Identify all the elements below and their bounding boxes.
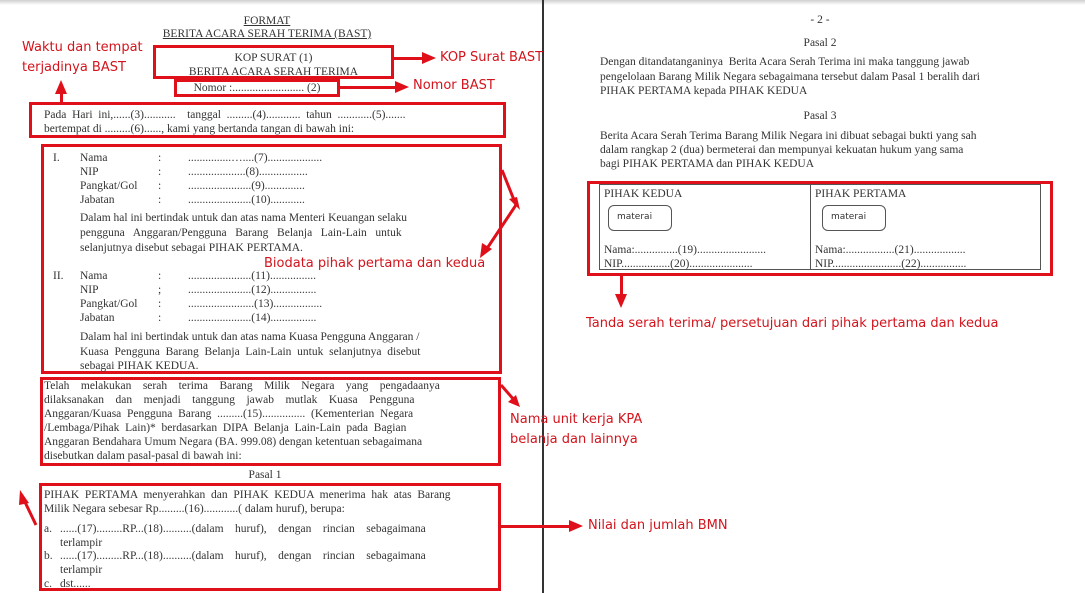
party-1-nip-sep: : xyxy=(158,166,162,178)
party-2-nip-value: ......................(12)................ xyxy=(188,284,317,296)
statement-line-4: /Lembaga/Pihak Lain)* berdasarkan DIPA Belanja Lain-Lain pada Bagian xyxy=(44,422,407,434)
party-2-nama-label: Nama xyxy=(80,270,108,282)
annotation-tanda: Tanda serah terima/ persetujuan dari pihak pertama dan kedua xyxy=(586,316,999,331)
arrow-pasal1-head-icon xyxy=(19,490,29,505)
statement-line-2: dilaksanakan dan menjadi tanggung jawab mutlak Kuasa Pengguna xyxy=(44,394,415,406)
pasal-1-intro-line-1: PIHAK PERTAMA menyerahkan dan PIHAK KEDUA menerima hak atas Barang xyxy=(44,489,451,501)
annotation-nilai: Nilai dan jumlah BMN xyxy=(588,518,728,533)
annotation-waktu-line-1: Waktu dan tempat xyxy=(22,40,143,55)
annotation-kop-surat: KOP Surat BAST xyxy=(440,50,544,65)
opening-line-2: bertempat di .........(6)......, kami yang bertanda tangan di bawah ini: xyxy=(44,123,355,135)
item-a-line-2: terlampir xyxy=(60,537,103,549)
pasal-1-title: Pasal 1 xyxy=(248,469,282,481)
party-1-nama-value: ...............…....(7)................... xyxy=(188,152,323,164)
pasal-2-line-2: pengelolaan Barang Milik Negara sebagaimana tersebut dalam Pasal 1 beralih dari xyxy=(600,71,980,83)
statement-line-5: Anggaran Bendahara Umum Negara (BA. 999.08) dengan ketentuan sebagaimana xyxy=(44,436,423,448)
party-1-nip-value: ....................(8)................. xyxy=(188,166,308,178)
arrow-biodata-path xyxy=(486,170,516,250)
party-1-jabatan-sep: : xyxy=(158,194,162,206)
party-2-nip-label: NIP xyxy=(80,284,99,296)
party-1-para-line-3: selanjutnya disebut sebagai PIHAK PERTAMA. xyxy=(80,242,303,254)
pasal-1-intro-line-2: Milik Negara sebesar Rp.........(16)............( dalam huruf), berupa: xyxy=(44,503,345,515)
statement-line-6: disebutkan dalam pasal-pasal di bawah ini: xyxy=(44,450,242,462)
item-b-marker: b. xyxy=(44,550,53,562)
party-2-jabatan-label: Jabatan xyxy=(80,312,115,324)
pasal-3-title: Pasal 3 xyxy=(803,110,837,122)
signature-party-label: PIHAK KEDUA xyxy=(604,188,683,200)
party-1-pangkat-sep: : xyxy=(158,180,162,192)
party-2-nama-sep: : xyxy=(158,270,162,282)
annotation-unit-kerja-line-1: Nama unit kerja KPA xyxy=(510,412,643,427)
party-2-nama-value: ......................(11)................ xyxy=(188,270,316,282)
party-1-para-line-2: pengguna Anggaran/Pengguna Barang Belanja Lain-Lain untuk xyxy=(80,227,402,239)
kop-title-line: BERITA ACARA SERAH TERIMA xyxy=(188,66,359,78)
format-label: FORMAT xyxy=(243,15,291,27)
materai-stamp-box: materai xyxy=(608,205,672,231)
page-number: - 2 - xyxy=(810,14,830,26)
pasal-2-line-1: Dengan ditandatanganinya Berita Acara Serah Terima ini maka tanggung jawab xyxy=(600,56,970,68)
signature-nip-field: NIP.................(20)...................... xyxy=(604,258,753,270)
signature-party-label: PIHAK PERTAMA xyxy=(815,188,907,200)
party-1-jabatan-value: ......................(10)............ xyxy=(188,194,305,206)
party-2-para-line-2: Kuasa Pengguna Barang Belanja Lain-Lain untuk selanjutnya disebut xyxy=(80,346,421,358)
party-1-nama-label: Nama xyxy=(80,152,108,164)
pasal-3-line-2: dalam rangkap 2 (dua) bermeterai dan mempunyai kekuatan hukum yang sama xyxy=(600,144,964,156)
annotation-waktu-line-2: terjadinya BAST xyxy=(22,60,126,75)
document-title: BERITA ACARA SERAH TERIMA (BAST) xyxy=(162,28,372,40)
nomor-field: Nomor :......................... (2) xyxy=(193,82,321,94)
party-2-pangkat-value: .......................(13)................. xyxy=(188,298,323,310)
party-2-pangkat-label: Pangkat/Gol xyxy=(80,298,138,310)
item-b-line-1: ......(17).........RP...(18)..........(dalam huruf), dengan rincian sebagaimana xyxy=(60,550,426,562)
item-a-marker: a. xyxy=(44,523,52,535)
pasal-3-line-1: Berita Acara Serah Terima Barang Milik Negara ini dibuat sebagai bukti yang sah xyxy=(600,130,977,142)
signature-nama-field: Nama:...............(19)........................ xyxy=(604,244,766,256)
arrow-pasal1-path xyxy=(24,500,36,525)
item-c-marker: c. xyxy=(44,578,52,590)
item-c-line-1: dst...... xyxy=(60,578,91,590)
signature-nip-field: NIP........................(22)................ xyxy=(815,258,967,270)
opening-line-1: Pada Hari ini,......(3)........... tanggal .........(4)............ tahun ............(5)....... xyxy=(44,109,406,121)
annotation-unit-kerja-line-2: belanja dan lainnya xyxy=(510,432,638,447)
kop-surat-line: KOP SURAT (1) xyxy=(234,52,313,64)
statement-line-1: Telah melakukan serah terima Barang Milik Negara yang pengadaanya xyxy=(44,380,440,392)
party-1-numeral: I. xyxy=(53,152,60,164)
annotation-nomor: Nomor BAST xyxy=(413,78,495,93)
party-1-pangkat-value: ......................(9).............. xyxy=(188,180,305,192)
party-1-jabatan-label: Jabatan xyxy=(80,194,115,206)
statement-line-3: Anggaran/Kuasa Pengguna Barang .........(15)............... (Kementerian Negara xyxy=(44,408,414,420)
party-2-para-line-3: sebagai PIHAK KEDUA. xyxy=(80,360,199,372)
party-2-pangkat-sep: : xyxy=(158,298,162,310)
party-1-para-line-1: Dalam hal ini bertindak untuk dan atas nama Menteri Keuangan selaku xyxy=(80,212,408,224)
party-2-para-line-1: Dalam hal ini bertindak untuk dan atas nama Kuasa Pengguna Anggaran / xyxy=(80,331,420,343)
party-2-numeral: II. xyxy=(53,270,64,282)
pasal-2-line-3: PIHAK PERTAMA kepada PIHAK KEDUA xyxy=(600,85,808,97)
materai-stamp-box: materai xyxy=(822,205,886,231)
signature-nama-field: Nama:.................(21).................. xyxy=(815,244,966,256)
party-2-nip-sep: ; xyxy=(158,284,162,296)
item-a-line-1: ......(17).........RP...(18)..........(dalam huruf), dengan rincian sebagaimana xyxy=(60,523,426,535)
party-1-nip-label: NIP xyxy=(80,166,99,178)
pasal-3-line-3: bagi PIHAK PERTAMA dan PIHAK KEDUA xyxy=(600,158,815,170)
item-b-line-2: terlampir xyxy=(60,564,103,576)
annotation-biodata: Biodata pihak pertama dan kedua xyxy=(264,256,486,271)
party-1-pangkat-label: Pangkat/Gol xyxy=(80,180,138,192)
pasal-2-title: Pasal 2 xyxy=(803,37,837,49)
party-2-jabatan-value: ......................(14)................ xyxy=(188,312,317,324)
party-1-nama-sep: : xyxy=(158,152,162,164)
party-2-jabatan-sep: : xyxy=(158,312,162,324)
